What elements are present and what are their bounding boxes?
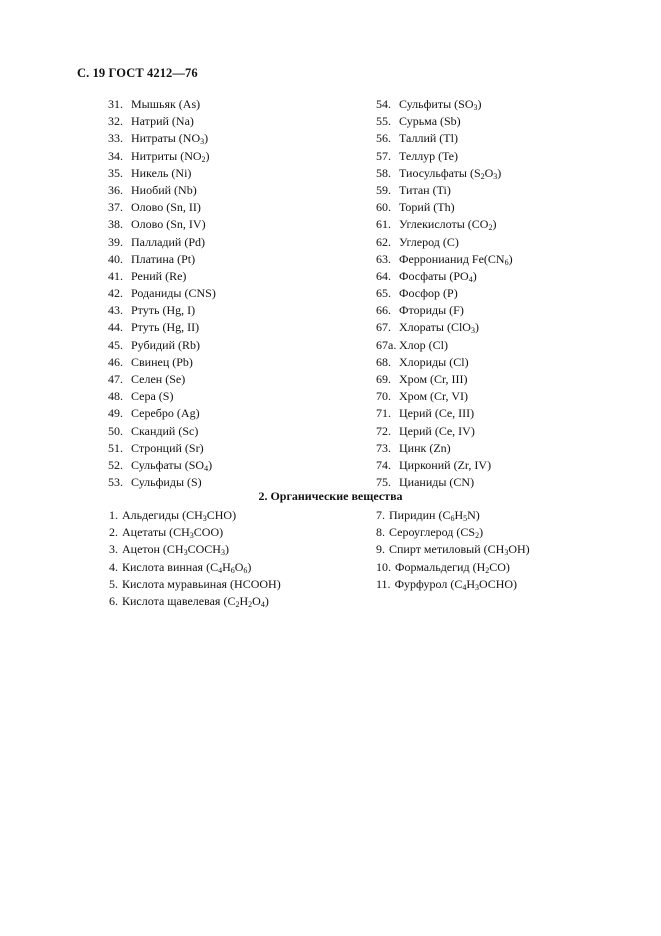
label-text: H <box>466 576 476 591</box>
item-number: 75. <box>376 475 391 490</box>
item-number: 40. <box>108 251 123 266</box>
item-number: 5. <box>109 576 118 591</box>
inorganic-list-right <box>376 96 646 491</box>
label-text: OH) <box>508 542 530 557</box>
label-text: Кислота щавелевая (C <box>122 593 236 608</box>
list-item <box>108 165 358 182</box>
item-label <box>122 560 251 574</box>
subscript: 6 <box>504 257 509 267</box>
label-text: OCHO) <box>479 576 518 591</box>
item-number: 4. <box>109 559 118 574</box>
item-number: 38. <box>108 217 123 232</box>
list-item <box>108 251 358 268</box>
item-label <box>399 114 461 128</box>
label-text: O <box>234 559 244 574</box>
list-item <box>109 541 369 558</box>
label-text: Нитраты (NO <box>131 131 201 146</box>
item-number: 7. <box>376 508 385 522</box>
inorganic-list-left <box>108 96 358 491</box>
label-text: Ртуть (Hg, I) <box>131 303 196 318</box>
list-item <box>376 234 646 251</box>
item-label <box>399 320 479 334</box>
item-number: 42. <box>108 286 123 301</box>
item-label <box>131 406 200 420</box>
item-label <box>131 320 199 334</box>
label-text: Никель (Ni) <box>131 165 192 180</box>
subscript: 3 <box>470 326 475 336</box>
list-item <box>376 576 646 593</box>
organic-list-right <box>376 507 646 593</box>
label-text: Сульфаты (SO <box>131 457 205 472</box>
item-number: 62. <box>376 234 391 249</box>
label-text: ) <box>497 165 502 180</box>
subscript: 6 <box>450 514 455 523</box>
label-text: Сероуглерод (CS <box>389 525 476 540</box>
list-item <box>108 319 358 336</box>
label-text: Ртуть (Hg, II) <box>131 320 200 335</box>
item-label <box>122 508 236 522</box>
list-item <box>376 457 646 474</box>
list-item <box>109 559 369 576</box>
label-text: Кислота винная (C <box>122 559 219 574</box>
item-number: 70. <box>376 389 391 404</box>
item-number: 71. <box>376 406 391 421</box>
label-text: Ниобий (Nb) <box>131 182 197 197</box>
label-text: Спирт метиловый (CH <box>389 542 505 557</box>
item-label <box>131 338 200 352</box>
item-number: 32. <box>108 114 123 129</box>
item-label <box>131 149 210 163</box>
item-label <box>395 560 510 574</box>
subscript: 2 <box>235 599 240 609</box>
label-text: Тиосульфаты (S <box>399 165 481 180</box>
label-text: ) <box>474 320 479 335</box>
list-item <box>376 199 646 216</box>
label-text: Цинк (Zn) <box>399 440 451 455</box>
organic-list-left <box>109 507 369 610</box>
list-item <box>376 371 646 388</box>
label-text: CHO) <box>206 508 237 522</box>
list-item <box>109 593 369 610</box>
item-number: 67а. <box>376 337 397 352</box>
section-title-organic: 2. Органические вещества <box>258 489 403 503</box>
list-item <box>376 113 646 130</box>
list-item <box>109 524 369 541</box>
label-text: Хлораты (ClO <box>399 320 471 335</box>
item-label <box>399 355 469 369</box>
item-number: 53. <box>108 475 123 490</box>
item-number: 63. <box>376 251 391 266</box>
label-text: COCH <box>187 542 221 557</box>
item-number: 36. <box>108 182 123 197</box>
label-text: Ацетон (CH <box>122 542 184 557</box>
list-item <box>376 251 646 268</box>
subscript: 2 <box>480 171 485 181</box>
item-number: 50. <box>108 423 123 438</box>
item-label <box>131 97 200 111</box>
item-number: 41. <box>108 268 123 283</box>
list-item <box>108 182 358 199</box>
label-text: Фурфурол (C <box>394 576 463 591</box>
list-item <box>108 405 358 422</box>
list-item <box>376 302 646 319</box>
subscript: 3 <box>202 514 207 523</box>
item-label <box>399 183 451 197</box>
item-number: 43. <box>108 303 123 318</box>
item-label <box>131 286 216 300</box>
label-text: CO) <box>489 559 510 574</box>
subscript: 3 <box>189 531 194 541</box>
label-text: Скандий (Sc) <box>131 423 199 438</box>
item-label <box>399 389 468 403</box>
label-text: Углекислоты (CO <box>399 217 489 232</box>
label-text: Мышьяк (As) <box>131 97 201 111</box>
item-number: 57. <box>376 148 391 163</box>
label-text: O <box>252 593 261 608</box>
item-number: 39. <box>108 234 123 249</box>
item-number: 58. <box>376 165 391 180</box>
item-label <box>131 424 198 438</box>
label-text: Цирконий (Zr, IV) <box>399 457 492 472</box>
item-label <box>131 475 202 489</box>
subscript: 3 <box>504 548 509 558</box>
item-number: 65. <box>376 286 391 301</box>
subscript: 3 <box>220 548 225 558</box>
item-label <box>131 166 191 180</box>
list-item <box>108 199 358 216</box>
item-number: 67. <box>376 320 391 335</box>
list-item <box>108 302 358 319</box>
item-label <box>399 200 455 214</box>
list-item <box>376 423 646 440</box>
item-number: 45. <box>108 337 123 352</box>
label-text: Торий (Th) <box>399 200 455 215</box>
item-label <box>399 338 448 352</box>
label-text: Кислота муравьиная (HCOOH) <box>122 576 281 591</box>
item-label <box>131 217 206 231</box>
item-number: 66. <box>376 303 391 318</box>
item-label <box>131 252 195 266</box>
label-text: Титан (Ti) <box>399 182 451 197</box>
list-item <box>376 165 646 182</box>
list-item <box>376 319 646 336</box>
subscript: 3 <box>475 582 480 592</box>
item-label <box>131 131 208 145</box>
subscript: 3 <box>493 171 498 181</box>
list-item <box>108 457 358 474</box>
item-label <box>399 252 513 266</box>
list-item <box>376 541 646 558</box>
list-item <box>108 285 358 302</box>
subscript: 2 <box>475 531 480 541</box>
list-item <box>376 285 646 302</box>
list-item <box>108 371 358 388</box>
label-text: Ацетаты (CH <box>122 525 190 540</box>
item-number: 73. <box>376 440 391 455</box>
list-item <box>376 440 646 457</box>
subscript: 2 <box>485 565 490 575</box>
label-text: Хром (Cr, III) <box>399 372 468 386</box>
label-text: Теллур (Te) <box>399 148 458 163</box>
item-label <box>131 441 204 455</box>
subscript: 4 <box>260 599 265 609</box>
item-number: 31. <box>108 97 123 111</box>
label-text: Цианиды (CN) <box>399 475 475 490</box>
item-number: 46. <box>108 354 123 369</box>
list-item <box>376 524 646 541</box>
label-text: ) <box>224 542 229 557</box>
label-text: ) <box>472 268 477 283</box>
list-item <box>109 507 369 524</box>
list-item <box>376 148 646 165</box>
item-number: 69. <box>376 372 391 386</box>
item-label <box>399 97 481 111</box>
label-text: Рубидий (Rb) <box>131 337 200 352</box>
list-item <box>108 388 358 405</box>
item-label <box>399 217 496 231</box>
subscript: 3 <box>183 548 188 558</box>
item-label <box>389 525 483 539</box>
item-label <box>131 458 212 472</box>
subscript: 6 <box>243 565 248 575</box>
label-text: ) <box>205 148 210 163</box>
item-number: 37. <box>108 200 123 215</box>
list-item <box>108 440 358 457</box>
label-text: Альдегиды (CH <box>122 508 203 522</box>
item-label <box>399 303 464 317</box>
label-text: Фосфаты (PO <box>399 268 469 283</box>
item-label <box>399 235 459 249</box>
item-label <box>399 406 474 420</box>
label-text: Фосфор (P) <box>399 286 458 301</box>
item-number: 59. <box>376 182 391 197</box>
item-number: 68. <box>376 354 391 369</box>
label-text: Хлориды (Cl) <box>399 354 469 369</box>
item-label <box>399 372 468 386</box>
subscript: 2 <box>201 154 206 164</box>
label-text: Хлор (Cl) <box>399 337 448 352</box>
item-number: 44. <box>108 320 123 335</box>
label-text: Натрий (Na) <box>131 114 194 129</box>
list-item <box>108 216 358 233</box>
label-text: Нитриты (NO <box>131 148 202 163</box>
label-text: Рений (Re) <box>131 268 187 283</box>
item-number: 55. <box>376 114 391 129</box>
label-text: Фториды (F) <box>399 303 464 318</box>
label-text: Сера (S) <box>131 389 174 404</box>
item-number: 48. <box>108 389 123 404</box>
item-label <box>399 424 475 438</box>
label-text: Сульфиды (S) <box>131 475 202 490</box>
item-label <box>395 577 517 591</box>
label-text: Церий (Ce, IV) <box>399 423 475 438</box>
item-number: 61. <box>376 217 391 232</box>
label-text: Таллий (Tl) <box>399 131 458 146</box>
label-text: O <box>484 165 494 180</box>
list-item <box>376 559 646 576</box>
item-number: 60. <box>376 200 391 215</box>
label-text: ) <box>264 593 269 608</box>
label-text: Сульфиты (SO <box>399 97 474 111</box>
list-item <box>376 507 646 524</box>
label-text: ) <box>247 559 252 574</box>
label-text: N) <box>467 508 480 522</box>
label-text: Хром (Cr, VI) <box>399 389 468 404</box>
item-number: 52. <box>108 457 123 472</box>
item-label <box>131 114 194 128</box>
item-number: 72. <box>376 423 391 438</box>
list-item <box>108 130 358 147</box>
list-item <box>376 130 646 147</box>
label-text: ) <box>477 97 482 111</box>
page-header: С. 19 ГОСТ 4212—76 <box>77 66 198 80</box>
item-label <box>399 149 458 163</box>
list-item <box>109 576 369 593</box>
label-text: Роданиды (CNS) <box>131 286 216 301</box>
subscript: 6 <box>230 565 235 575</box>
subscript: 5 <box>463 514 468 523</box>
label-text: Стронций (Sr) <box>131 440 204 455</box>
label-text: H <box>239 593 249 608</box>
label-text: Формальдегид (H <box>395 559 486 574</box>
list-item <box>376 216 646 233</box>
item-label <box>131 200 201 214</box>
label-text: Олово (Sn, II) <box>131 200 201 215</box>
item-number: 47. <box>108 372 123 386</box>
label-text: H <box>454 508 464 522</box>
label-text: Платина (Pt) <box>131 251 196 266</box>
label-text: Селен (Se) <box>131 372 186 386</box>
item-number: 34. <box>108 148 123 163</box>
item-label <box>131 372 185 386</box>
list-item <box>376 268 646 285</box>
item-label <box>131 355 193 369</box>
subscript: 2 <box>488 223 493 233</box>
list-item <box>376 96 646 113</box>
item-number: 56. <box>376 131 391 146</box>
item-number: 8. <box>376 525 385 540</box>
label-text: Палладий (Pd) <box>131 234 206 249</box>
list-item <box>376 405 646 422</box>
item-number: 54. <box>376 97 391 111</box>
list-item <box>108 354 358 371</box>
label-text: Сурьма (Sb) <box>399 114 461 129</box>
subscript: 3 <box>200 137 205 147</box>
list-item <box>376 388 646 405</box>
item-label <box>131 389 173 403</box>
label-text: Углерод (C) <box>399 234 459 249</box>
label-text: Олово (Sn, IV) <box>131 217 206 232</box>
label-text: ) <box>208 457 213 472</box>
item-label <box>399 131 458 145</box>
item-label <box>131 183 197 197</box>
list-item <box>376 182 646 199</box>
label-text: COO) <box>193 525 224 540</box>
list-item <box>108 96 358 113</box>
list-item <box>376 354 646 371</box>
item-label <box>122 525 223 539</box>
item-label <box>389 542 530 556</box>
list-item <box>108 148 358 165</box>
subscript: 4 <box>462 582 467 592</box>
subscript: 3 <box>473 103 478 112</box>
item-number: 51. <box>108 440 123 455</box>
label-text: Церий (Ce, III) <box>399 406 475 421</box>
item-label <box>399 441 451 455</box>
item-number: 11. <box>376 576 391 591</box>
item-label <box>122 594 269 608</box>
list-item <box>108 423 358 440</box>
list-item <box>108 337 358 354</box>
item-label <box>389 508 480 522</box>
item-number: 35. <box>108 165 123 180</box>
item-number: 33. <box>108 131 123 146</box>
item-number: 3. <box>109 542 118 557</box>
label-text: ) <box>204 131 209 146</box>
item-number: 74. <box>376 457 391 472</box>
subscript: 2 <box>248 599 253 609</box>
item-label <box>131 269 186 283</box>
list-item <box>108 268 358 285</box>
label-text: ) <box>492 217 497 232</box>
label-text: Серебро (Ag) <box>131 406 200 421</box>
list-item <box>108 113 358 130</box>
label-text: ) <box>508 251 513 266</box>
label-text: H <box>222 559 231 574</box>
label-text: Пиридин (C <box>389 508 451 522</box>
subscript: 4 <box>204 463 209 473</box>
item-number: 2. <box>109 525 118 540</box>
item-number: 10. <box>376 559 391 574</box>
item-label <box>399 269 477 283</box>
item-label <box>399 475 474 489</box>
item-label <box>122 577 281 591</box>
item-label <box>399 166 501 180</box>
subscript: 4 <box>468 274 473 284</box>
label-text: ) <box>479 525 484 540</box>
list-item <box>108 234 358 251</box>
item-number: 9. <box>376 542 385 557</box>
list-item <box>376 337 646 354</box>
item-number: 1. <box>109 508 118 522</box>
item-label <box>131 235 205 249</box>
item-number: 49. <box>108 406 123 421</box>
item-label <box>131 303 195 317</box>
item-label <box>399 458 491 472</box>
label-text: Свинец (Pb) <box>131 354 193 369</box>
item-label <box>399 286 458 300</box>
item-number: 64. <box>376 268 391 283</box>
item-label <box>122 542 229 556</box>
subscript: 4 <box>218 565 223 575</box>
label-text: Ферронианид Fe(CN <box>399 251 505 266</box>
item-number: 6. <box>109 593 118 608</box>
